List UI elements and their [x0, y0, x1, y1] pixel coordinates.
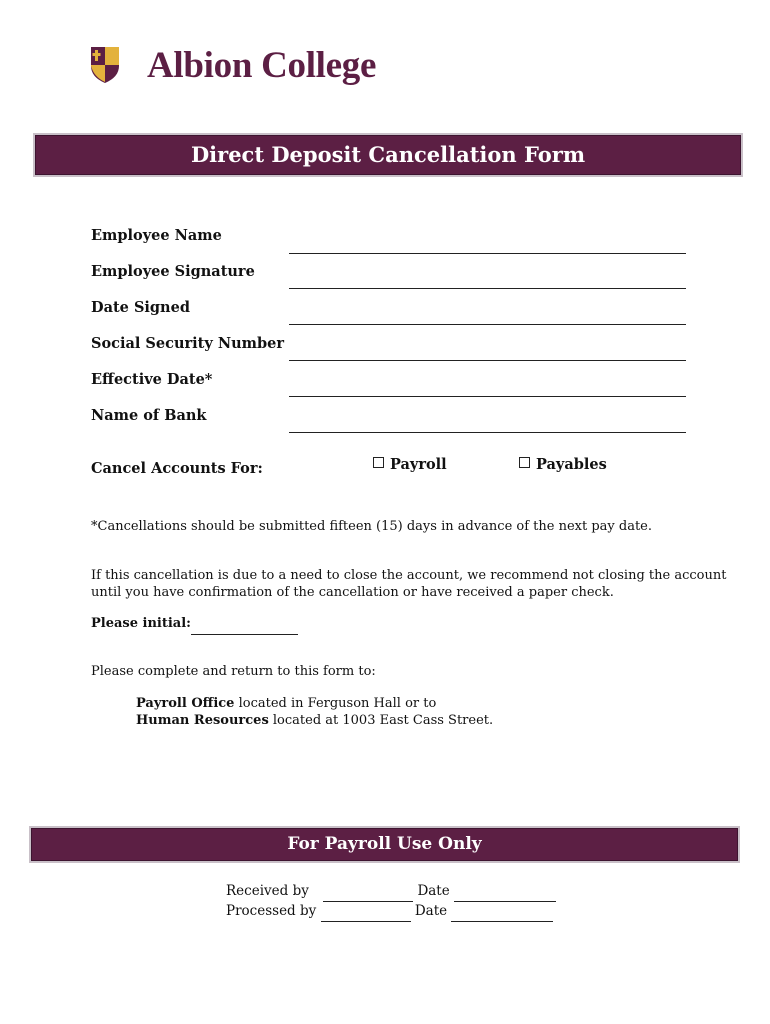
- hr-name: Human Resources: [136, 713, 269, 728]
- cancel-accounts-label: Cancel Accounts For:: [91, 460, 263, 477]
- initial-field[interactable]: [191, 617, 298, 635]
- payables-checkbox[interactable]: [519, 456, 607, 473]
- processed-date-field[interactable]: [451, 905, 553, 922]
- form-title: Direct Deposit Cancellation Form: [190, 142, 586, 167]
- employee-name-field[interactable]: [289, 253, 686, 254]
- employee-signature-field[interactable]: [289, 288, 686, 289]
- albion-shield-icon: [90, 46, 120, 84]
- initial-label: Please initial:: [91, 616, 191, 631]
- date-signed-label: Date Signed: [91, 299, 190, 316]
- form-title-banner: [35, 135, 741, 175]
- bank-name-field[interactable]: [289, 432, 686, 433]
- hr-location: located at 1003 East Cass Street.: [268, 713, 494, 728]
- payroll-option-label: Payroll: [390, 456, 447, 473]
- effective-date-field[interactable]: [289, 396, 686, 397]
- received-date-field[interactable]: [454, 885, 556, 902]
- payables-option-label: Payables: [536, 456, 607, 473]
- bank-name-label: Name of Bank: [91, 407, 207, 424]
- recommendation-line-1: If this cancellation is due to a need to close the account, we recommend not closing the account: [91, 568, 727, 583]
- ssn-label: Social Security Number: [91, 335, 284, 352]
- initial-row: [91, 615, 298, 635]
- employee-name-label: Employee Name: [91, 227, 222, 244]
- date-signed-field[interactable]: [289, 324, 686, 325]
- hr-line: [136, 713, 493, 728]
- payroll-office-name: Payroll Office: [136, 696, 235, 711]
- payroll-use-title: For Payroll Use Only: [287, 834, 482, 854]
- received-date-label: Date: [417, 883, 450, 899]
- cancellation-note: *Cancellations should be submitted fifteen (15) days in advance of the next pay date.: [91, 519, 653, 534]
- payroll-office-line: [136, 696, 436, 711]
- payroll-use-banner: [31, 828, 738, 861]
- recommendation-line-2: until you have confirmation of the cancellation or have received a paper check.: [91, 585, 614, 600]
- received-by-label: Received by: [226, 883, 309, 899]
- employee-signature-label: Employee Signature: [91, 263, 255, 280]
- checkbox-icon: [519, 457, 530, 468]
- processed-by-field[interactable]: [321, 905, 411, 922]
- processed-date-label: Date: [414, 903, 448, 919]
- processed-by-label: Processed by: [226, 903, 317, 919]
- return-intro: Please complete and return to this form to:: [91, 664, 376, 679]
- ssn-field[interactable]: [289, 360, 686, 361]
- college-name: Albion College: [147, 45, 377, 86]
- effective-date-label: Effective Date*: [91, 371, 213, 388]
- processed-row: [226, 903, 553, 922]
- checkbox-icon: [373, 457, 384, 468]
- payroll-checkbox[interactable]: [373, 456, 447, 473]
- received-row: [226, 883, 556, 902]
- received-by-field[interactable]: [323, 885, 413, 902]
- payroll-office-location: located in Ferguson Hall or to: [234, 696, 437, 711]
